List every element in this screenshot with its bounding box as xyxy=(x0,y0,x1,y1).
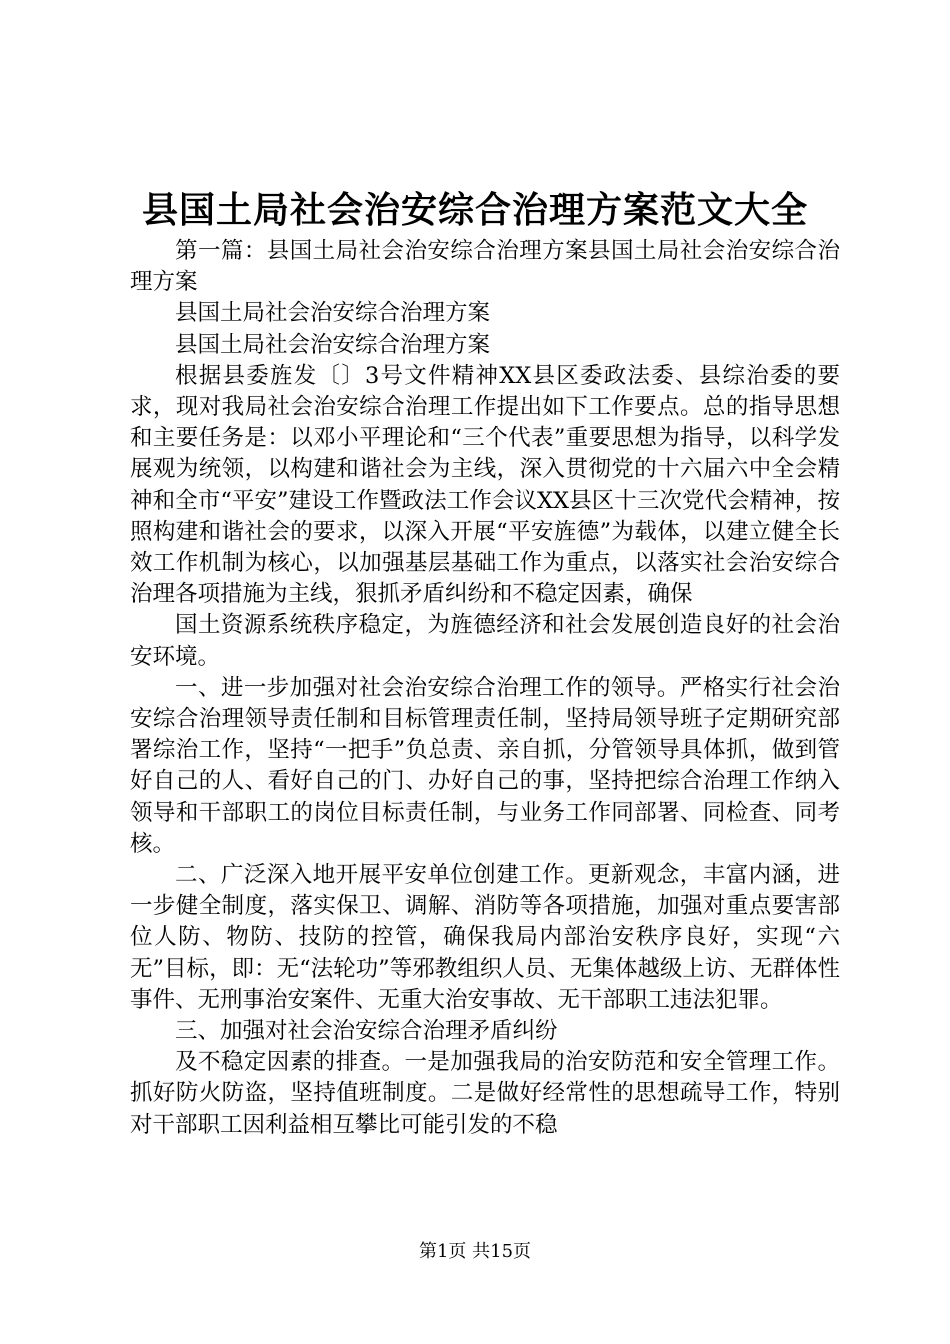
paragraph: 二、广泛深入地开展平安单位创建工作。更新观念，丰富内涵，进一步健全制度，落实保卫、调解、消防等各项措施，加强对重点要害部位人防、物防、技防的控管，确保我局内部治安秩序良好，实现“六无”目标，即：无“法轮功”等邪教组织人员、无集体越级上访、无群体性事件、无刑事治安案件、无重大治安事故、无干部职工违法犯罪。 xyxy=(130,862,840,1013)
paragraph: 县国土局社会治安综合治理方案 xyxy=(175,300,491,327)
paragraph: 三、加强对社会治安综合治理矛盾纠纷 xyxy=(175,1018,558,1045)
paragraph: 及不稳定因素的排查。一是加强我局的治安防范和安全管理工作。抓好防火防盗，坚持值班制度。二是做好经常性的思想疏导工作，特别对干部职工因利益相互攀比可能引发的不稳 xyxy=(130,1049,840,1138)
document-body xyxy=(130,236,840,1141)
document-title: 县国土局社会治安综合治理方案范文大全 xyxy=(141,189,808,231)
paragraph: 第一篇：县国土局社会治安综合治理方案县国土局社会治安综合治理方案 xyxy=(130,238,840,296)
paragraph: 县国土局社会治安综合治理方案 xyxy=(175,331,491,358)
paragraph: 根据县委旌发〔〕3号文件精神XX县区委政法委、县综治委的要求，现对我局社会治安综合治理工作提出如下工作要点。总的指导思想和主要任务是：以邓小平理论和“三个代表”重要思想为指导，以科学发展观为统领，以构建和谐社会为主线，深入贯彻党的十六届六中全会精神和全市“平安”建设工作暨政法工作会议XX县区十三次党代会精神，按照构建和谐社会的要求，以深入开展“平安旌德”为载体，以建立健全长效工作机制为核心，以加强基层基础工作为重点，以落实社会治安综合治理各项措施为主线，狠抓矛盾纠纷和不稳定因素，确保 xyxy=(130,362,840,608)
page-footer: 第1页 共15页 xyxy=(418,1241,532,1262)
paragraph: 国土资源系统秩序稳定，为旌德经济和社会发展创造良好的社会治安环境。 xyxy=(130,612,840,670)
paragraph: 一、进一步加强对社会治安综合治理工作的领导。严格实行社会治安综合治理领导责任制和目标管理责任制，坚持局领导班子定期研究部署综治工作，坚持“一把手”负总责、亲自抓，分管领导具体抓，做到管好自己的人、看好自己的门、办好自己的事，坚持把综合治理工作纳入领导和干部职工的岗位目标责任制，与业务工作同部署、同检查、同考核。 xyxy=(130,674,840,857)
